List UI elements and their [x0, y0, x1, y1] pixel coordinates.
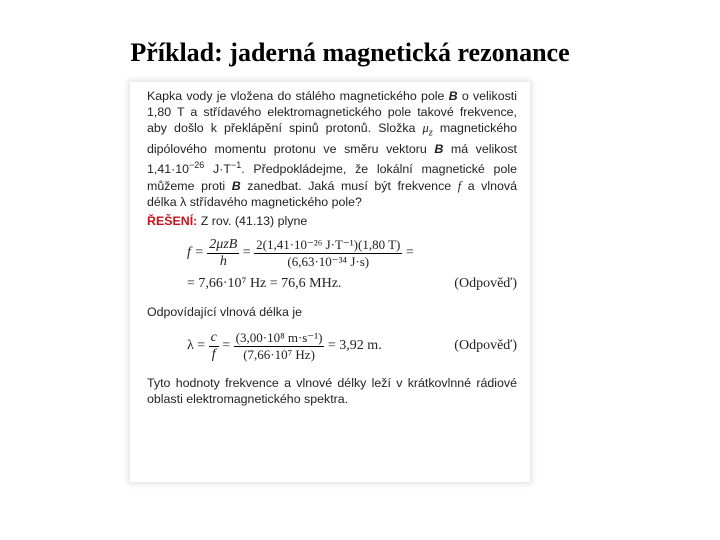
- excerpt-content: [147, 88, 517, 407]
- slide-title: Příklad: jaderná magnetická rezonance: [130, 38, 570, 67]
- solution-label: ŘEŠENÍ:: [147, 213, 198, 228]
- solution-heading: [147, 213, 517, 229]
- wavelength-intro: Odpovídající vlnová délka je: [147, 304, 302, 319]
- problem-statement: Kapka vody je vložena do stálého magnetického pole B o velikosti 1,80 T a střídavého elektromagnetického pole takové frekvence, aby došlo k překlápění spinů protonů. Složka $\mu_z$ magnetického dipólového momentu protonu ve směru vektoru B má velikost $1,41\cdot 10^{-26}$ $J\cdot T^{-1}$. Předpokládejme, že lokální magnetické pole můžeme proti B zanedbat. Jaká musí být frekvence f a vlnová délka λ střídavého magnetického pole?: [147, 89, 517, 209]
- solution-intro: Z rov. (41.13) plyne: [200, 213, 308, 228]
- equation-frequency: f = $\frac{\text{2μzB}}{h}$ = $\frac{\text{2(1,41·10⁻²⁶ J·T⁻¹)(1,80 T)}}{\text{(6,63·10⁻³⁴ J·s)}}$ =: [187, 236, 414, 269]
- conclusion: Tyto hodnoty frekvence a vlnové délky leží v krátkovlnné rádiové oblasti elektromagnetického spektra.: [147, 375, 517, 406]
- answer-label-2: (Odpověď): [454, 338, 517, 354]
- answer-label-1: (Odpověď): [454, 275, 517, 291]
- equation-frequency-result: = 7,66·10⁷ Hz = 76,6 MHz. (Odpověď): [187, 275, 517, 291]
- equation-wavelength: λ = $\frac{c}{f}$ = $\frac{\text{(3,00·10⁸ m·s⁻¹)}}{\text{(7,66·10⁷ Hz)}}$ = 3,92 m. (Odpověď): [187, 329, 517, 362]
